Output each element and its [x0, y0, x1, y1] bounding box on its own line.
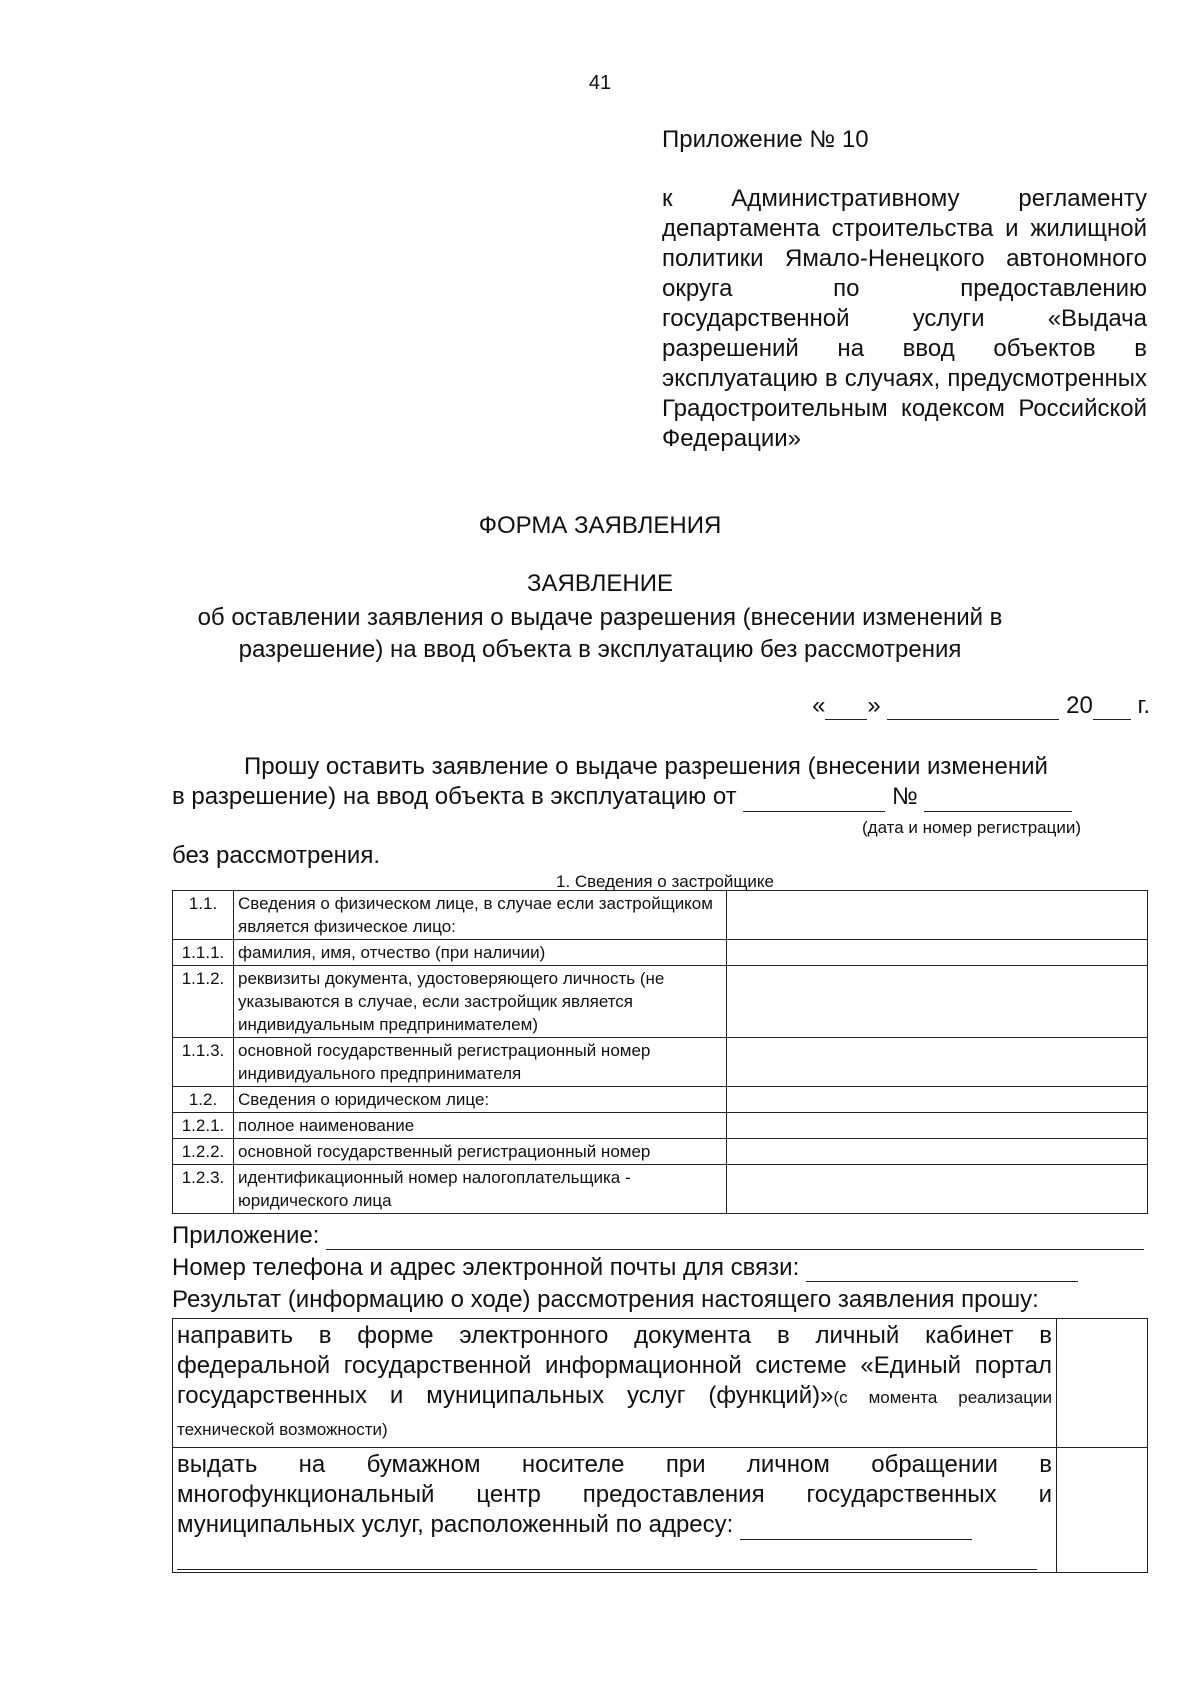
registration-hint: (дата и номер регистрации): [862, 818, 1082, 837]
table-row: [173, 966, 1148, 1038]
row-label: Сведения о юридическом лице:: [234, 1087, 727, 1113]
table-row: [173, 940, 1148, 966]
contact-row: [172, 1254, 1078, 1282]
date-close-quote: »: [867, 692, 881, 719]
row-number: 1.1.1.: [173, 940, 234, 966]
request-line2: [172, 782, 1147, 812]
row-value-cell[interactable]: [727, 891, 1148, 940]
row-label: основной государственный регистрационный номер: [234, 1139, 727, 1165]
regulation-reference: [662, 184, 1147, 454]
table-row: [173, 1087, 1148, 1113]
row-number: 1.2.3.: [173, 1165, 234, 1214]
section1-caption: 1. Сведения о застройщике: [556, 872, 774, 891]
row-value-cell[interactable]: [727, 940, 1148, 966]
row-label: реквизиты документа, удостоверяющего личность (не указываются в случае, если застройщик является индивидуальным предпринимателем): [234, 966, 727, 1038]
request-line3: без рассмотрения.: [172, 842, 380, 869]
row-value-cell[interactable]: [727, 966, 1148, 1038]
result-option-row: [173, 1448, 1148, 1573]
year-prefix: 20: [1066, 692, 1093, 719]
attachments-label: Приложение:: [172, 1222, 320, 1249]
developer-info-table: [172, 890, 1148, 1214]
row-label: Сведения о физическом лице, в случае если застройщиком является физическое лицо:: [234, 891, 727, 940]
regulation-text: к Административному регламенту департамента строительства и жилищной политики Ямало-Ненецкого автономного округа по предоставлению государственной услуги «Выдача разрешений на ввод объектов в эксплуатацию в случаях, предусмотренных Градостроительным кодексом Российской Федерации»: [662, 185, 1147, 452]
option1-note: (с момента реализации технической возможности): [177, 1388, 1052, 1439]
form-title: ФОРМА ЗАЯВЛЕНИЯ: [478, 512, 722, 539]
row-number: 1.2.2.: [173, 1139, 234, 1165]
request-line2-text: в разрешение) на ввод объекта в эксплуатацию от: [172, 783, 737, 810]
year-field[interactable]: [1093, 697, 1131, 720]
row-label: полное наименование: [234, 1113, 727, 1139]
row-label: идентификационный номер налогоплательщика - юридического лица: [234, 1165, 727, 1214]
statement-subtitle: [0, 602, 1200, 666]
row-value-cell[interactable]: [727, 1113, 1148, 1139]
row-number: 1.2.: [173, 1087, 234, 1113]
row-number: 1.1.: [173, 891, 234, 940]
option1-main: направить в форме электронного документа в личный кабинет в федеральной государственной информационной системе «Единый портал государственных и муниципальных услуг (функций)»: [177, 1322, 1052, 1409]
row-value-cell[interactable]: [727, 1038, 1148, 1087]
attachments-row: [172, 1222, 1144, 1250]
statement-subtitle-line2: разрешение) на ввод объекта в эксплуатацию без рассмотрения: [238, 636, 962, 663]
result-option-row: [173, 1319, 1148, 1448]
result-option-text: [173, 1448, 1057, 1573]
row-value-cell[interactable]: [727, 1139, 1148, 1165]
page-number: 41: [588, 72, 612, 94]
contact-label: Номер телефона и адрес электронной почты для связи:: [172, 1254, 800, 1281]
day-field[interactable]: [825, 697, 867, 720]
row-value-cell[interactable]: [727, 1087, 1148, 1113]
table-row: [173, 1139, 1148, 1165]
month-field[interactable]: [887, 697, 1059, 720]
row-number: 1.1.3.: [173, 1038, 234, 1087]
row-label: фамилия, имя, отчество (при наличии): [234, 940, 727, 966]
statement-title: ЗАЯВЛЕНИЕ: [527, 570, 673, 597]
row-label: основной государственный регистрационный номер индивидуального предпринимателя: [234, 1038, 727, 1087]
option2-text: выдать на бумажном носителе при личном обращении в многофункциональный центр предоставления государственных и муниципальных услуг, расположенный по адресу:: [177, 1451, 1052, 1538]
date-open-quote: «: [812, 692, 826, 719]
mfc-address-field[interactable]: [740, 1517, 972, 1540]
registration-date-field[interactable]: [743, 789, 885, 812]
number-sign: №: [892, 783, 918, 810]
year-suffix: г.: [1137, 692, 1150, 719]
registration-number-field[interactable]: [924, 789, 1072, 812]
option1-checkbox[interactable]: [1057, 1319, 1148, 1448]
row-number: 1.2.1.: [173, 1113, 234, 1139]
table-row: [173, 891, 1148, 940]
result-option-text: [173, 1319, 1057, 1448]
date-line: [812, 692, 1150, 720]
result-label: Результат (информацию о ходе) рассмотрения настоящего заявления прошу:: [172, 1286, 1039, 1313]
table-row: [173, 1165, 1148, 1214]
attachments-field[interactable]: [326, 1227, 1144, 1250]
statement-subtitle-line1: об оставлении заявления о выдаче разрешения (внесении изменений в: [197, 604, 1003, 631]
table-row: [173, 1038, 1148, 1087]
row-value-cell[interactable]: [727, 1165, 1148, 1214]
mfc-address-field-line2[interactable]: [177, 1547, 1037, 1570]
result-options-table: [172, 1318, 1148, 1573]
appendix-label: Приложение № 10: [662, 126, 869, 153]
option2-checkbox[interactable]: [1057, 1448, 1148, 1573]
request-line1: Прошу оставить заявление о выдаче разрешения (внесении изменений: [244, 753, 1048, 780]
contact-field[interactable]: [806, 1259, 1078, 1282]
table-row: [173, 1113, 1148, 1139]
row-number: 1.1.2.: [173, 966, 234, 1038]
